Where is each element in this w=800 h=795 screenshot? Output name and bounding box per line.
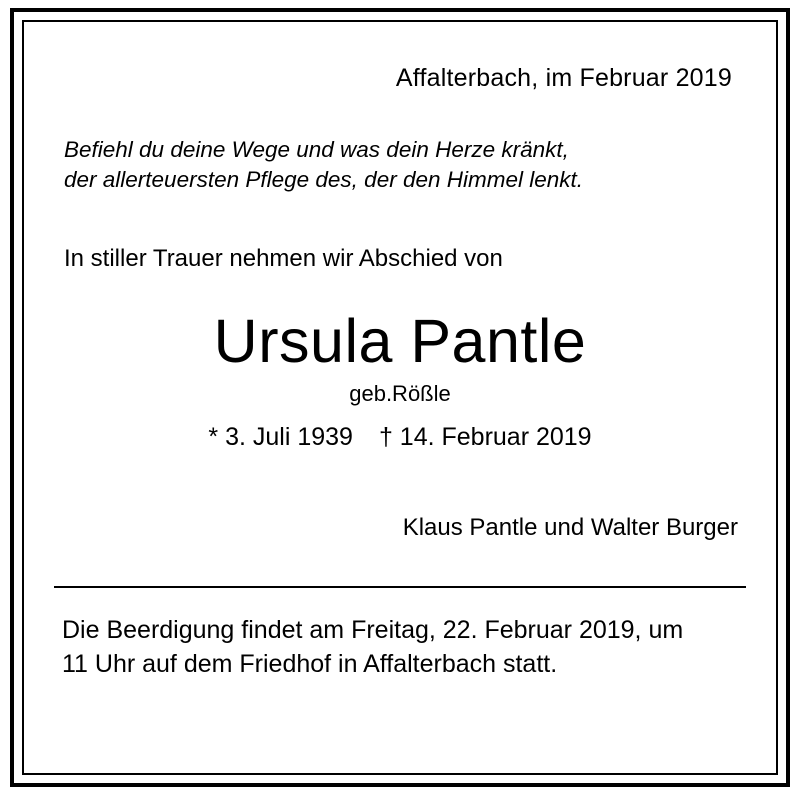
- deceased-name: Ursula Pantle: [213, 306, 587, 375]
- birth-date: * 3. Juli 1939: [208, 422, 353, 451]
- funeral-line-2: 11 Uhr auf dem Friedhof in Affalterbach statt.: [62, 649, 558, 678]
- funeral-line-1: Die Beerdigung findet am Freitag, 22. Februar 2019, um: [62, 615, 684, 644]
- place-and-date: Affalterbach, im Februar 2019: [395, 64, 732, 92]
- section-divider: [54, 586, 746, 588]
- verse-line-1: Befiehl du deine Wege und was dein Herze kränkt,: [64, 137, 569, 162]
- life-dates: [54, 423, 746, 452]
- survivors: Klaus Pantle und Walter Burger: [402, 513, 738, 541]
- death-date: † 14. Februar 2019: [378, 422, 592, 451]
- maiden-name: geb.Rößle: [349, 380, 451, 406]
- verse-line-2: der allerteuersten Pflege des, der den Himmel lenkt.: [64, 166, 584, 192]
- obituary-content: [24, 22, 776, 773]
- mourning-statement: In stiller Trauer nehmen wir Abschied von: [64, 244, 503, 272]
- funeral-details: [54, 614, 746, 682]
- verse-block: [54, 135, 746, 195]
- obituary-outer-border: [10, 8, 790, 787]
- obituary-inner-border: [22, 20, 778, 775]
